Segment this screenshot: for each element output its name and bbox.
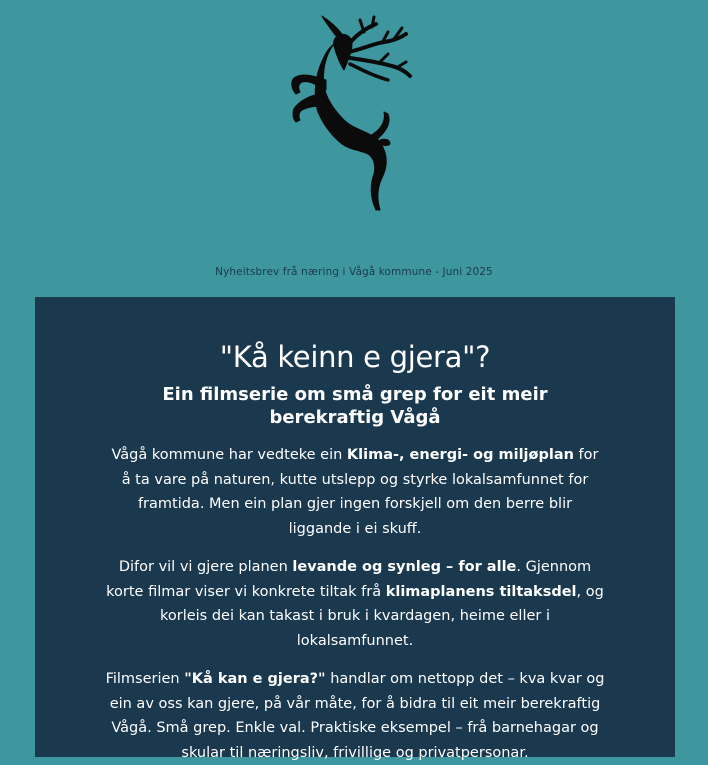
article-subtitle: Ein filmserie om små grep for eit meir berekraftig Vågå	[162, 384, 548, 428]
levande-emphasis: levande og synleg – for alle	[292, 559, 517, 575]
article-paragraph-2: Difor vil vi gjere planen levande og synleg – for alle. Gjennom korte filmar viser vi konkrete tiltak frå klimaplanens tiltaksdel, og korleis dei kan takast i bruk i kvardagen, heime eller i lokalsamfunnet.	[106, 559, 604, 649]
article-paragraph-3: Filmserien "Kå kan e gjera?" handlar om nettopp det – kva kvar og ein av oss kan gjere, på vår måte, for å bidra til eit meir berekraftig Vågå. Små grep. Enkle val. Praktiske eksempel – frå barnehagar og skular til næringsliv, frivillige og privatpersonar.	[105, 671, 605, 761]
article-paragraph-1: Vågå kommune har vedteke ein Klima-, energi- og miljøplan for å ta vare på naturen, kutte utslepp og styrke lokalsamfunnet for framtida. Men ein plan gjer ingen forskjell om den berre blir liggande i ei skuff.	[111, 447, 599, 537]
article-title: "Kå keinn e gjera"?	[219, 340, 491, 374]
plan-name-emphasis: Klima-, energi- og miljøplan	[346, 447, 574, 463]
reindeer-silhouette-icon	[284, 14, 414, 212]
filmserie-name-emphasis: "Kå kan e gjera?"	[184, 671, 326, 687]
newsletter-tagline: Nyheitsbrev frå næring i Vågå kommune - Juni 2025	[215, 266, 493, 278]
article-card	[35, 297, 675, 761]
tiltaksdel-emphasis: klimaplanens tiltaksdel	[385, 583, 577, 600]
